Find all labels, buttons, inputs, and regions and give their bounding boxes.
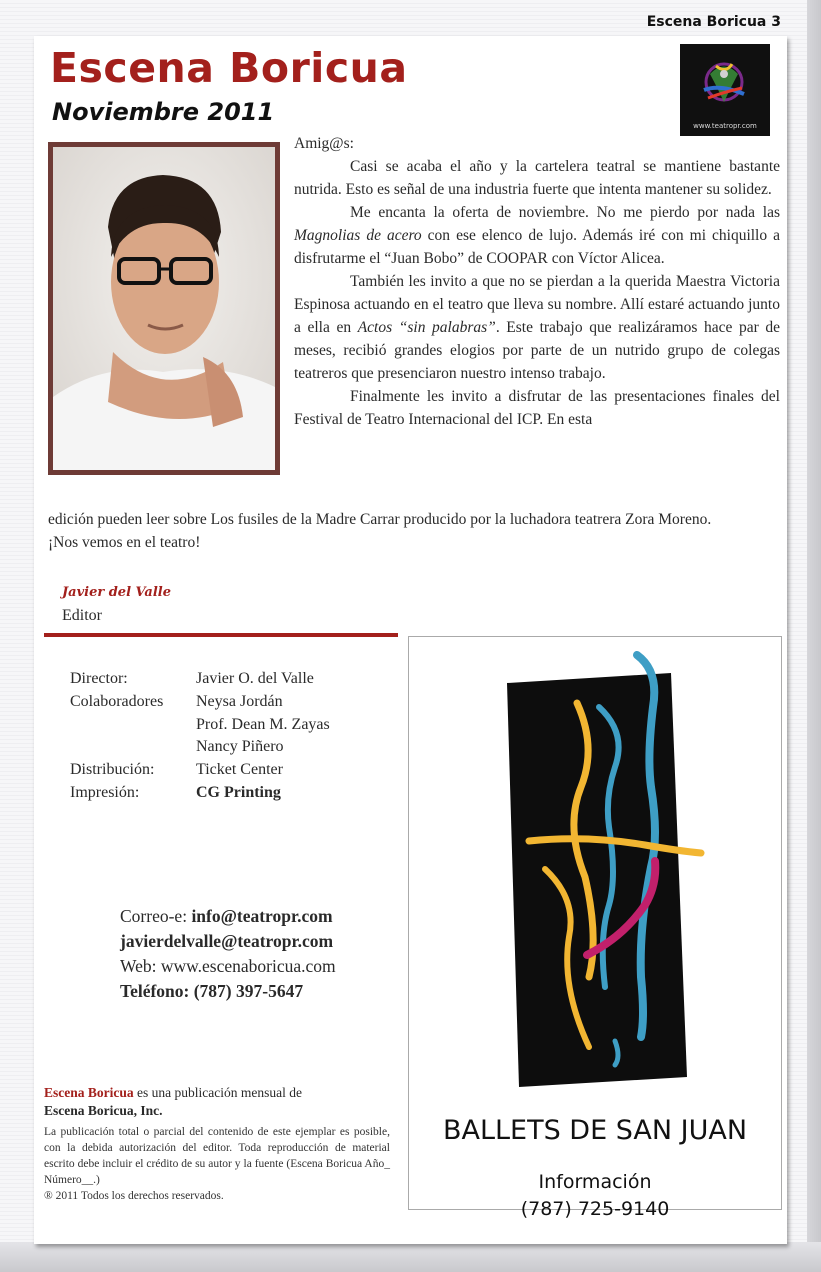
editor-letter xyxy=(294,132,780,431)
ballets-advertisement xyxy=(408,636,782,1220)
teatropr-logo xyxy=(680,44,770,136)
letter-closing: ¡Nos vemos en el teatro! xyxy=(48,534,201,551)
publisher-note xyxy=(44,1084,390,1120)
phone-line xyxy=(120,979,336,1004)
running-head: Escena Boricua 3 xyxy=(646,14,781,30)
letter-paragraph-4-start: Finalmente les invito a disfrutar de las presentaciones finales del Festival de Teatro Internacional del ICP. En esta xyxy=(294,388,780,428)
play-title-magnolias: Magnolias de acero xyxy=(294,227,422,244)
editor-signature: Javier del Valle xyxy=(62,585,172,600)
credit-label xyxy=(70,736,196,759)
web-label: Web: xyxy=(120,956,161,976)
credit-value: CG Printing xyxy=(196,783,281,801)
p3-text-start: También les invito a que no se pierdan a la querida Maestra Victoria Espinosa actuando en el teatro que lleva su nombre. Allí estaré actuando junto a ella en xyxy=(294,273,780,336)
letter-greeting: Amig@s: xyxy=(294,135,354,152)
section-divider xyxy=(44,633,398,637)
editor-role: Editor xyxy=(62,607,102,624)
letter-paragraph-2 xyxy=(294,201,780,270)
letter-paragraph-1: Casi se acaba el año y la cartelera teatral se mantiene bastante nutrida. Esto es señal de una industria fuerte que intenta mantener su solidez. xyxy=(294,158,780,198)
magazine-title: Escena Boricua xyxy=(50,44,408,92)
credit-value: Prof. Dean M. Zayas xyxy=(196,715,330,733)
page-edge-bottom xyxy=(0,1242,821,1272)
email-label: Correo-e: xyxy=(120,906,192,926)
issue-date: Noviembre 2011 xyxy=(52,98,275,126)
web-line xyxy=(120,954,336,979)
credit-row xyxy=(70,782,330,805)
credit-row xyxy=(70,691,330,714)
dancer-artwork xyxy=(409,637,781,1107)
letter-paragraph-3 xyxy=(294,270,780,385)
page-edge-right xyxy=(807,0,821,1272)
phone-label: Teléfono: xyxy=(120,981,194,1001)
logo-url: www.teatropr.com xyxy=(693,122,757,130)
letter-continuation xyxy=(48,508,780,554)
play-title-actos: Actos “sin palabras” xyxy=(357,319,496,336)
credit-label: Director: xyxy=(70,670,128,687)
legal-notice xyxy=(44,1124,390,1204)
credit-row xyxy=(70,714,330,737)
publisher-company: Escena Boricua, Inc. xyxy=(44,1103,163,1118)
credit-label xyxy=(70,714,196,737)
web-link[interactable]: www.escenaboricua.com xyxy=(160,956,336,976)
editor-photo xyxy=(48,142,280,475)
credit-label: Distribución: xyxy=(70,761,155,779)
ad-phone: (787) 725-9140 xyxy=(520,1198,670,1220)
credit-value: Nancy Piñero xyxy=(196,738,284,756)
ad-info-label: Información xyxy=(538,1171,652,1193)
credit-row xyxy=(70,668,330,691)
portrait-image xyxy=(53,147,275,470)
legal-text: La publicación total o parcial del contenido de este ejemplar es posible, con la debida autorización del editor. Toda reproducción de material escrito debe incluir el crédito de su autor y la fuente (Escena Boricua Año_ Número__.) xyxy=(44,1126,390,1186)
credit-label: Colaboradores xyxy=(70,692,164,710)
ad-info xyxy=(409,1169,781,1223)
credit-row xyxy=(70,736,330,759)
credit-value: Ticket Center xyxy=(196,761,283,779)
p2-text-start: Me encanta la oferta de noviembre. No me pierdo por nada las xyxy=(350,204,780,221)
credit-value: Neysa Jordán xyxy=(196,692,283,710)
staff-credits xyxy=(70,668,330,805)
email-link-editor[interactable]: javierdelvalle@teatropr.com xyxy=(120,931,334,951)
email-link-info[interactable]: info@teatropr.com xyxy=(191,906,333,926)
copyright-text: ® 2011 Todos los derechos reservados. xyxy=(44,1190,224,1202)
phone-number: (787) 397-5647 xyxy=(193,981,304,1001)
email-line xyxy=(120,904,336,929)
publisher-line xyxy=(44,1084,390,1102)
publisher-description: es una publicación mensual de xyxy=(133,1085,302,1100)
publication-name: Escena Boricua xyxy=(44,1085,134,1100)
p3-text-end: . Este trabajo que realizáramos hace par de meses, recibió grandes elogios por parte de un nutrido grupo de colegas teatreros que presenciaron nuestro intenso trabajo. xyxy=(294,319,780,382)
contact-info xyxy=(120,904,336,1004)
credit-label: Impresión: xyxy=(70,783,140,801)
p2-text-end: con ese elenco de lujo. Además iré con mi chiquillo a disfrutarme el “Juan Bobo” de COOPAR con Víctor Alicea. xyxy=(294,227,780,267)
ad-title: BALLETS DE SAN JUAN xyxy=(442,1115,748,1146)
credit-value: Javier O. del Valle xyxy=(196,670,314,687)
credit-row xyxy=(70,759,330,782)
letter-paragraph-4-end: edición pueden leer sobre Los fusiles de la Madre Carrar producido por la luchadora teatrera Zora Moreno. xyxy=(48,511,712,528)
